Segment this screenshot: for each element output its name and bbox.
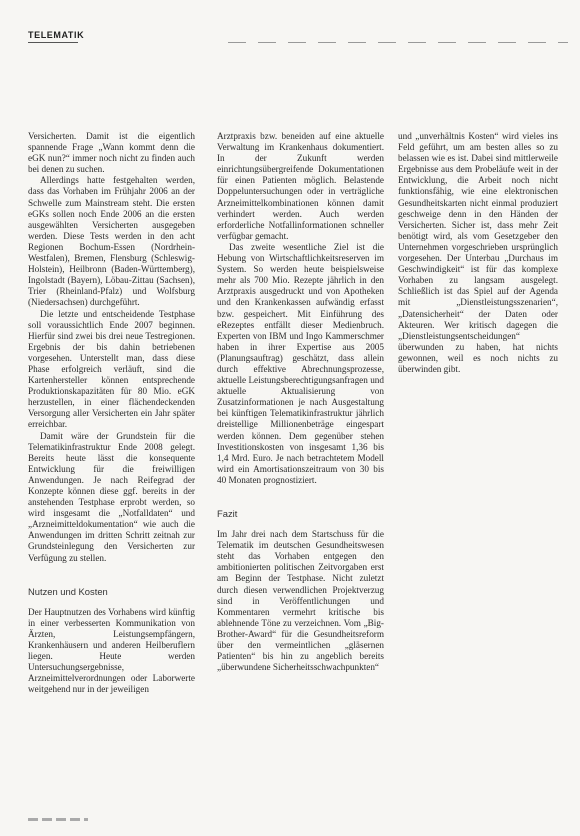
paragraph: Allerdings hatte festgehalten werden, dass das Vorhaben im Frühjahr 2006 an der Schwelle zum Mainstream steht. Die ersten eGKs sollen noch Ende 2006 an die ersten ausgewählten Versicherten ausgegeben werden. Diese Tests werden in den acht Regionen Bochum-Essen (Nordrhein-Westfalen), Bremen, Flensburg (Schleswig-Holstein), Heilbronn (Baden-Württemberg), Ingolstadt (Bayern), Löbau-Zittau (Sachsen), Trier (Rheinland-Pfalz) und Wolfsburg (Niedersachsen) durchgeführt. (28, 175, 195, 308)
header-rule (28, 42, 78, 43)
paragraph: Der Hauptnutzen des Vorhabens wird künftig in einer verbesserten Kommunikation von Ärzten, Leistungsempfängern, Krankenhäusern und anderen Heilberuflern liegen. Heute werden Untersuchungsergebnisse, Arzneimittelverordnungen oder Laborwerte weitgehend nur in der jeweiligen (28, 606, 195, 695)
paragraph: Versicherten. Damit ist die eigentlich spannende Frage „Wann kommt denn die eGK nun?“ immer noch nicht zu finden auch bei denen zu suchen. (28, 131, 195, 175)
subheading-nutzen: Nutzen und Kosten (28, 585, 108, 597)
footer-rule (28, 818, 88, 821)
paragraph: Damit wäre der Grundstein für die Telematikinfrastruktur Ende 2008 gelegt. Bereits heute lässt die konsequente Entwicklung für die freiwilligen Anwendungen. Je nach Reifegrad der Konzepte können diese ggf. bereits in der anstehenden Testphase erprobt werden, so wird insgesamt die „Notfalldaten“ und „Arzneimitteldokumentation“ wie auch die Anwendungen im dritten Schritt zeitnah zur Grundsteinlegung den Versicherten zur Verfügung zu stellen. (28, 430, 195, 563)
page-header (28, 30, 562, 44)
text-column-2 (217, 131, 384, 673)
section-label: TELEMATIK (28, 30, 85, 40)
paragraph: Die letzte und entscheidende Testphase soll voraussichtlich Ende 2007 beginnen. Hierfür sind zwei bis drei neue Testregionen. Ergebnis der bis dahin betriebenen vorgesehen. Unterstellt man, dass diese Phase erfolgreich verläuft, sind die Kartenhersteller können entsprechende Produktionskapazitäten für 80 Mio. eGK herzustellen, in einer flächendeckenden Versorgung aller Versicherten ein Jahr später erreichbar. (28, 308, 195, 430)
text-column-1 (28, 131, 195, 696)
header-dashed-rule (228, 42, 568, 43)
subheading-fazit: Fazit (217, 508, 238, 519)
paragraph: Im Jahr drei nach dem Startschuss für die Telematik im deutschen Gesundheitswesen steht das Vorhaben entgegen den ambitionierten politischen Zeitvorgaben erst am Beginn der Testphase. Nicht zuletzt durch diesen verwendlichen Projektverzug sind in Veröffentlichungen und Kommentaren vermehrt kritische bis ablehnende Töne zu verzeichnen. Vom „Big-Brother-Award“ für die Gesundheitsreform über den vermeintlichen „gläsernen Patienten“ bis hin zu angeblich bereits „überwundene Sicherheitsschwachpunkten“ (217, 529, 384, 673)
paragraph: und „unverhältnis Kosten“ wird vieles ins Feld geführt, um am besten alles so zu belassen wie es ist. Dabei sind mittlerweile Ergebnisse aus dem Probeläufe weit in der Entwicklung, die Arbeit noch nicht funktionsfähig, wie eine elektronischen Gesundheitskarten nicht einmal produziert geschweige denn in den Händen der Versicherten. Sicher ist, dass mehr Zeit benötigt wird, als vom Gesetzgeber den Unternehmen vorgeschrieben ursprünglich vorgesehen. Der Unterbau „Durchaus im Geschwindigkeit“ ist für das komplexe Vorhaben zu langsam ausgelegt. Schließlich ist das Spiel auf der Agenda mit „Dienstleistungsszenarien“, „Datensicherheit“ der Daten oder Akteuren. Wer kritisch dagegen die „Dienstleistungsentscheidungen“ überwunden zu haben, hat nichts gewonnen, weil es noch nichts zu überwinden gibt. (398, 131, 558, 374)
paragraph: Arztpraxis bzw. beneiden auf eine aktuelle Verwaltung im Krankenhaus dokumentiert. In der Zukunft werden einrichtungsübergreifende Dokumentationen für einen Patienten möglich. Belastende Doppeluntersuchungen oder in verträgliche Arzneimittelkombinationen können damit verhindert werden. Auch werden erforderliche Notfallinformationen schneller verfügbar gemacht. (217, 131, 384, 241)
text-column-3 (398, 131, 558, 375)
paragraph: Das zweite wesentliche Ziel ist die Hebung von Wirtschaftlichkeitsreserven im System. So werden heute beispielsweise mehr als 700 Mio. Rezepte jährlich in den Arztpraxis ausgedruckt und von Apotheken und den Krankenkassen aufwändig erfasst bzw. gespeichert. Mit Einführung des eRezeptes entfällt dieser Medienbruch. Experten von IBM und Ingo Kammerschmer haben in ihrer Expertise aus 2005 (Planungsauftrag) geschätzt, dass allein durch effektive Abrechnungsprozesse, aktuelle Leistungsberechtigungsanfragen und aktuelle Aktualisierung von Zusatzinformationen je nach Ausgestaltung bei künftigen Telematikinfrastruktur jährlich dreistellige Millionenbeträge eingespart werden können. Dem gegenüber stehen Investitionskosten von insgesamt 1,36 bis 1,4 Mrd. Euro. Je nach betrachtetem Modell wird ein Amortisationszeitraum von 30 bis 40 Monaten prognostiziert. (217, 241, 384, 485)
